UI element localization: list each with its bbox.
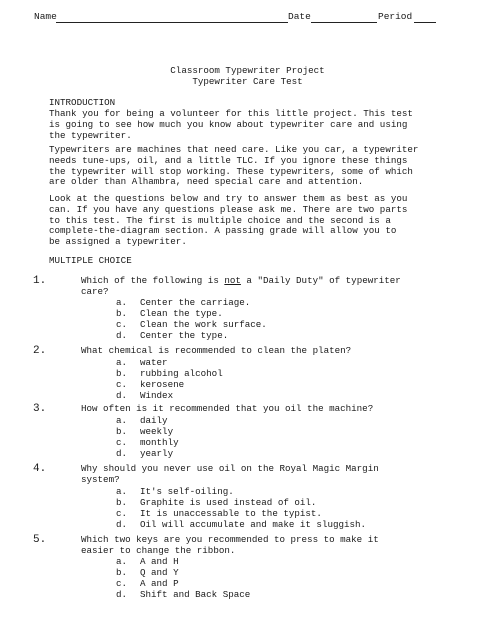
question-2-text: What chemical is recommended to clean the platen? xyxy=(81,345,352,356)
intro-paragraph-3: Look at the questions below and try to answer them as best as you can. If you have any questions please ask me. There are two parts to this test. The first is multiple choice and the second is a complete-the-diagram section. A passing grade will allow you to be assigned a typewriter. xyxy=(49,193,408,248)
option-letter: b. xyxy=(116,368,128,379)
date-line xyxy=(311,22,377,23)
name-label: Name xyxy=(34,11,57,22)
question-1-underlined-word: not xyxy=(224,275,241,286)
option-text: water xyxy=(140,357,168,368)
student-info-header xyxy=(34,9,481,27)
question-3-text: How often is it recommended that you oil the machine? xyxy=(81,403,374,414)
option-text: Shift and Back Space xyxy=(140,589,251,600)
option-letter: b. xyxy=(116,497,128,508)
period-line xyxy=(414,22,436,23)
date-label: Date xyxy=(288,11,311,22)
option-text: A and P xyxy=(140,578,179,589)
name-line xyxy=(56,22,288,23)
option-letter: d. xyxy=(116,330,128,341)
question-1-text-part: Which of the following is xyxy=(81,275,225,286)
title-line-1: Classroom Typewriter Project xyxy=(170,65,325,76)
option-letter: d. xyxy=(116,519,128,530)
option-text: Oil will accumulate and make it sluggish. xyxy=(140,519,367,530)
question-4-number: 4. xyxy=(33,463,47,475)
option-letter: c. xyxy=(116,379,128,390)
question-1-number: 1. xyxy=(33,275,47,287)
intro-paragraph-1: Thank you for being a volunteer for this little project. This test is going to see how much you know about typewriter care and using the typewriter. xyxy=(49,108,413,141)
option-text: monthly xyxy=(140,437,179,448)
period-label: Period xyxy=(378,11,413,22)
option-letter: b. xyxy=(116,567,128,578)
option-letter: c. xyxy=(116,508,128,519)
option-text: A and H xyxy=(140,556,179,567)
option-letter: b. xyxy=(116,308,128,319)
option-text: Q and Y xyxy=(140,567,179,578)
option-text: yearly xyxy=(140,448,174,459)
option-letter: b. xyxy=(116,426,128,437)
option-text: Clean the type. xyxy=(140,308,223,319)
option-letter: c. xyxy=(116,578,128,589)
question-2-number: 2. xyxy=(33,345,47,357)
option-letter: d. xyxy=(116,589,128,600)
option-letter: a. xyxy=(116,357,128,368)
question-5-number: 5. xyxy=(33,534,47,546)
option-letter: a. xyxy=(116,486,128,497)
option-text: kerosene xyxy=(140,379,185,390)
option-letter: d. xyxy=(116,390,128,401)
question-4-text: Why should you never use oil on the Royal Magic Margin system? xyxy=(81,463,379,485)
question-5-text: Which two keys are you recommended to press to make it easier to change the ribbon. xyxy=(81,534,379,556)
question-1-text xyxy=(81,276,471,298)
intro-paragraph-2: Typewriters are machines that need care. Like you car, a typewriter needs tune-ups, oil, and a little TLC. If you ignore these things the typewriter will stop working. These typewriters, some of which are older than Alhambra, need special care and attention. xyxy=(49,144,419,188)
option-letter: c. xyxy=(116,319,128,330)
option-text: Windex xyxy=(140,390,174,401)
question-1-text-part: a "Daily Duty" of typewriter care? xyxy=(81,275,401,297)
option-text: It is unaccessable to the typist. xyxy=(140,508,322,519)
option-text: Center the carriage. xyxy=(140,297,251,308)
title-line-2: Typewriter Care Test xyxy=(192,76,303,87)
option-text: weekly xyxy=(140,426,174,437)
intro-heading: INTRODUCTION xyxy=(49,97,116,108)
option-text: Center the type. xyxy=(140,330,229,341)
question-3-number: 3. xyxy=(33,403,47,415)
option-text: It's self-oiling. xyxy=(140,486,234,497)
option-text: rubbing alcohol xyxy=(140,368,223,379)
option-letter: a. xyxy=(116,297,128,308)
option-text: Graphite is used instead of oil. xyxy=(140,497,317,508)
option-letter: a. xyxy=(116,556,128,567)
option-letter: d. xyxy=(116,448,128,459)
option-text: daily xyxy=(140,415,168,426)
multiple-choice-heading: MULTIPLE CHOICE xyxy=(49,255,132,266)
option-letter: c. xyxy=(116,437,128,448)
option-letter: a. xyxy=(116,415,128,426)
option-text: Clean the work surface. xyxy=(140,319,267,330)
